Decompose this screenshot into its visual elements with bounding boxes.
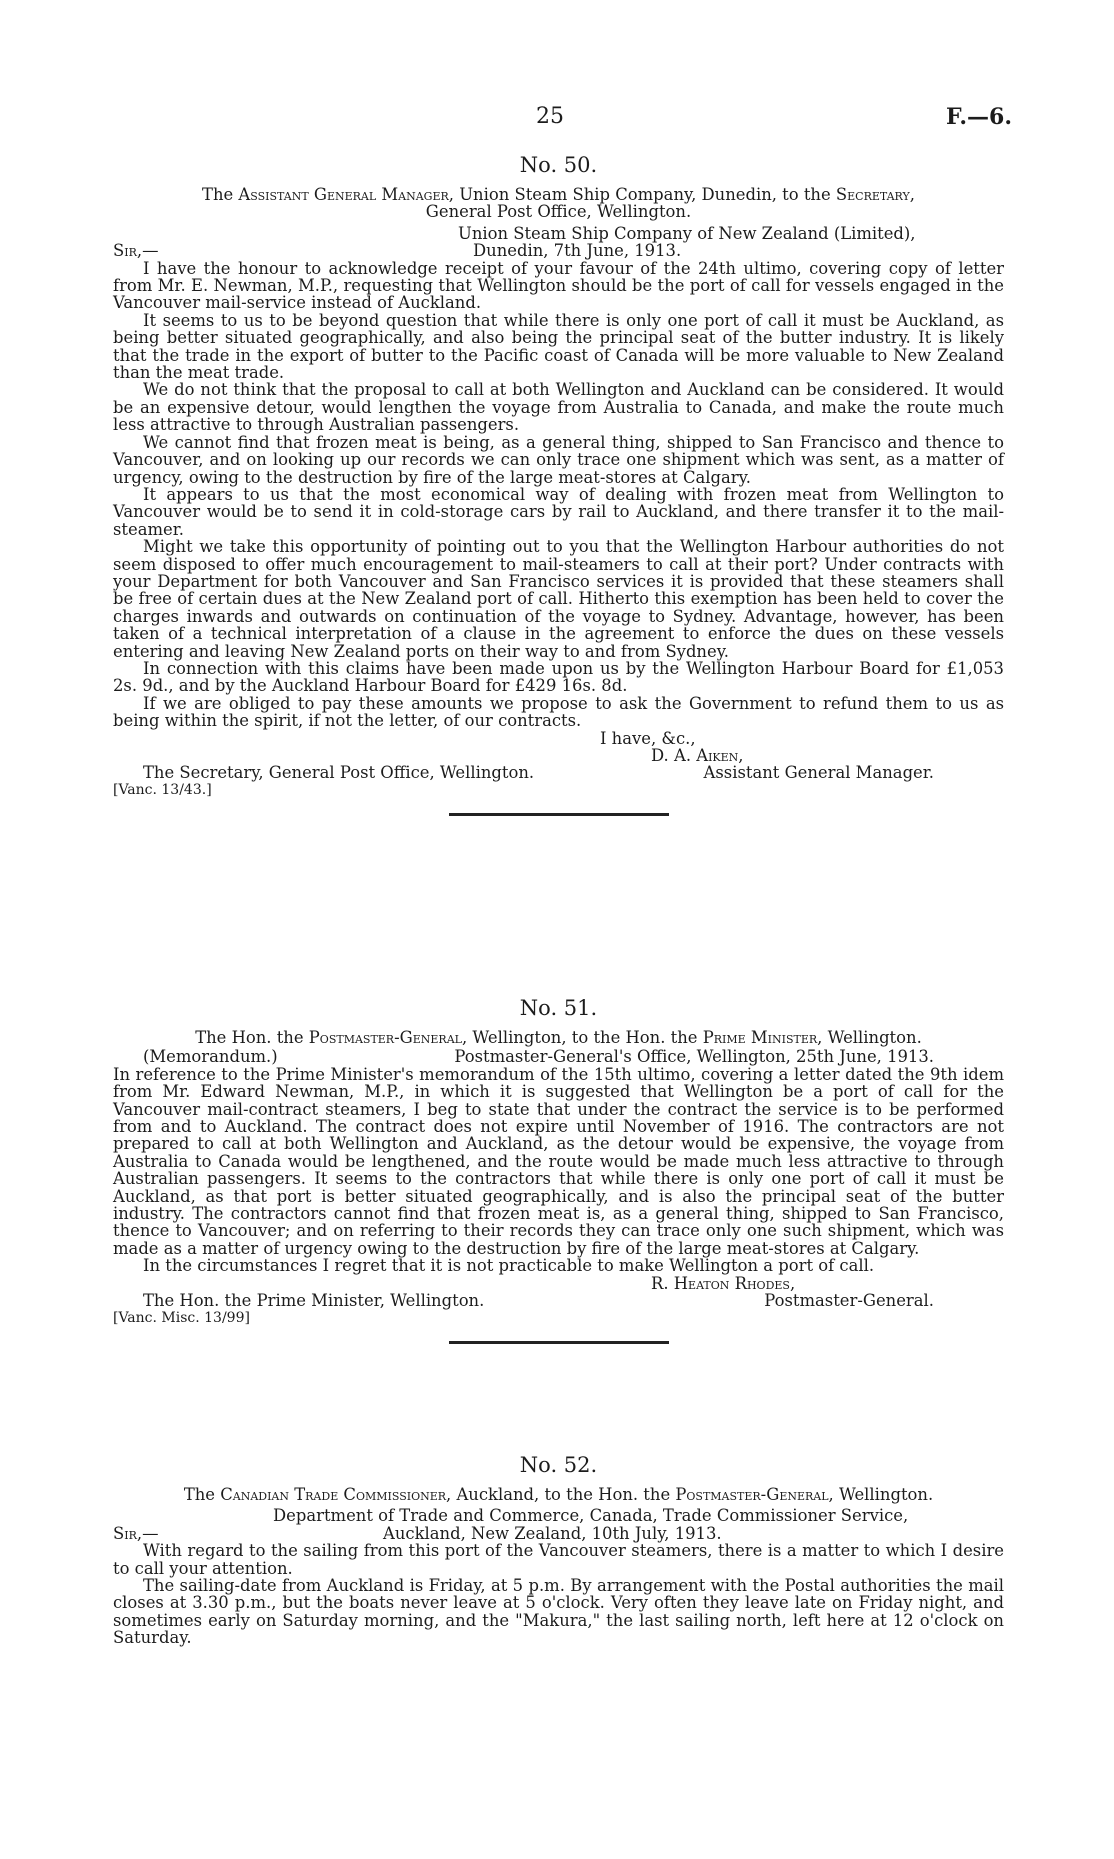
addressee: The Secretary, General Post Office, Wellington. <box>143 763 535 783</box>
paragraph: We do not think that the proposal to call at both Wellington and Auckland can be considered. It would be an expensive detour, would lengthen the voyage from Australia to Canada, and make the route much less attractive to through Australian passengers. <box>113 380 1004 435</box>
signatory-title: Postmaster-General. <box>764 1291 934 1311</box>
addressee: The Hon. the Prime Minister, Wellington. <box>143 1291 485 1311</box>
letter-title: The Hon. the Postmaster-General, Wellington, to the Hon. the Prime Minister, Wellington. <box>195 1028 922 1047</box>
paragraph: Might we take this opportunity of pointing out to you that the Wellington Harbour authorities do not seem disposed to offer much encouragement to mail-steamers to call at their port? Under contracts with your Department for both Vancouver and San Francisco services it is provided that these steamers shall be free of certain dues at the New Zealand port of call. Hitherto this exemption has been held to cover the charges inwards and outwards on continuation of the voyage to Sydney. Advantage, however, has been taken of a technical interpretation of a clause in the agreement to enforce the dues on these vessels entering and leaving New Zealand ports on their way to and from Sydney. <box>113 537 1004 661</box>
letter-date: Auckland, New Zealand, 10th July, 1913. <box>383 1523 722 1543</box>
memo-office: Postmaster-General's Office, Wellington, 25th June, 1913. <box>454 1047 934 1067</box>
letter-title: The Canadian Trade Commissioner, Auckland, to the Hon. the Postmaster-General, Wellington. <box>183 1485 934 1504</box>
letter-50 <box>113 150 1004 816</box>
paragraph: With regard to the sailing from this port of the Vancouver steamers, there is a matter to which I desire to call your attention. <box>113 1541 1004 1578</box>
closing: I have, &c., <box>600 728 696 748</box>
letter-heading: No. 52. <box>519 1453 598 1477</box>
paragraph: In the circumstances I regret that it is not practicable to make Wellington a port of call. <box>143 1256 875 1276</box>
letter-heading: No. 51. <box>519 996 598 1020</box>
letter-heading: No. 50. <box>519 153 598 177</box>
paragraph: It appears to us that the most economical way of dealing with frozen meat from Wellington to Vancouver would be to send it in cold-storage cars by rail to Auckland, and there transfer it to the mail-steamer. <box>113 484 1004 539</box>
sender-address: Union Steam Ship Company of New Zealand (Limited), <box>458 223 916 243</box>
paragraph: In reference to the Prime Minister's memorandum of the 15th ultimo, covering a letter dated the 9th idem from Mr. Edward Newman, M.P., in which it is suggested that Wellington be a port of call for the Vancouver mail-contract steamers, I beg to state that under the contract the service is to be performed from and to Auckland. The contract does not expire until November of 1916. The contractors are not prepared to call at both Wellington and Auckland, as the detour would be expensive, the voyage from Australia to Canada would be lengthened, and the route would be made much less attractive to through Australian passengers. It seems to the contractors that while there is only one port of call it must be Auckland, as that port is better situated geographically, and is also the principal seat of the butter industry. The contractors cannot find that frozen meat is, as a general thing, shipped to San Francisco, thence to Vancouver; and on referring to their records they can trace only one such shipment, which was made as a matter of urgency owing to the destruction by fire of the large meat-stores at Calgary. <box>113 1064 1004 1258</box>
paragraph: It seems to us to be beyond question that while there is only one port of call it must be Auckland, as being better situated geographically, and also being the principal seat of the butter industry. It is likely that the trade in the export of butter to the Pacific coast of Canada will be more valuable to New Zealand than the meat trade. <box>113 310 1004 383</box>
salutation: Sir,— <box>113 1523 159 1543</box>
section-divider <box>449 813 669 816</box>
document-reference: F.—6. <box>945 104 1012 130</box>
signatory: R. Heaton Rhodes, <box>651 1273 796 1293</box>
section-divider <box>449 1341 669 1344</box>
letter-date: Dunedin, 7th June, 1913. <box>473 241 682 261</box>
letter-title-line2: General Post Office, Wellington. <box>425 202 692 222</box>
memo-label: (Memorandum.) <box>143 1047 278 1067</box>
letter-52 <box>113 1450 1004 1647</box>
paragraph: We cannot find that frozen meat is being, as a general thing, shipped to San Francisco and thence to Vancouver, and on looking up our records we can only trace one shipment which was sent, as a matter of urgency, owing to the destruction by fire of the large meat-stores at Calgary. <box>113 432 1004 487</box>
sender-address: Department of Trade and Commerce, Canada, Trade Commissioner Service, <box>273 1506 909 1526</box>
file-reference: [Vanc. 13/43.] <box>113 781 212 798</box>
paragraph: If we are obliged to pay these amounts we propose to ask the Government to refund them to us as being within the spirit, if not the letter, of our contracts. <box>113 693 1004 731</box>
letter-title: The Assistant General Manager, Union Steam Ship Company, Dunedin, to the Secretary, <box>202 185 915 204</box>
signatory: D. A. Aiken, <box>651 746 744 765</box>
file-reference: [Vanc. Misc. 13/99] <box>113 1309 250 1326</box>
paragraph: The sailing-date from Auckland is Friday, at 5 p.m. By arrangement with the Postal authorities the mail closes at 3.30 p.m., but the boats never leave at 5 o'clock. Very often they leave late on Friday night, and sometimes early on Saturday morning, and the "Makura," the last sailing north, left here at 12 o'clock on Saturday. <box>113 1576 1004 1648</box>
paragraph: I have the honour to acknowledge receipt of your favour of the 24th ultimo, covering copy of letter from Mr. E. Newman, M.P., requesting that Wellington should be the port of call for vessels engaged in the Vancouver mail-service instead of Auckland. <box>113 258 1004 313</box>
salutation: Sir,— <box>113 241 159 261</box>
signatory-title: Assistant General Manager. <box>703 763 934 783</box>
letter-51 <box>113 993 1004 1344</box>
page-number: 25 <box>536 104 564 129</box>
paragraph: In connection with this claims have been made upon us by the Wellington Harbour Board for £1,053 2s. 9d., and by the Auckland Harbour Board for £429 16s. 8d. <box>113 658 1004 696</box>
